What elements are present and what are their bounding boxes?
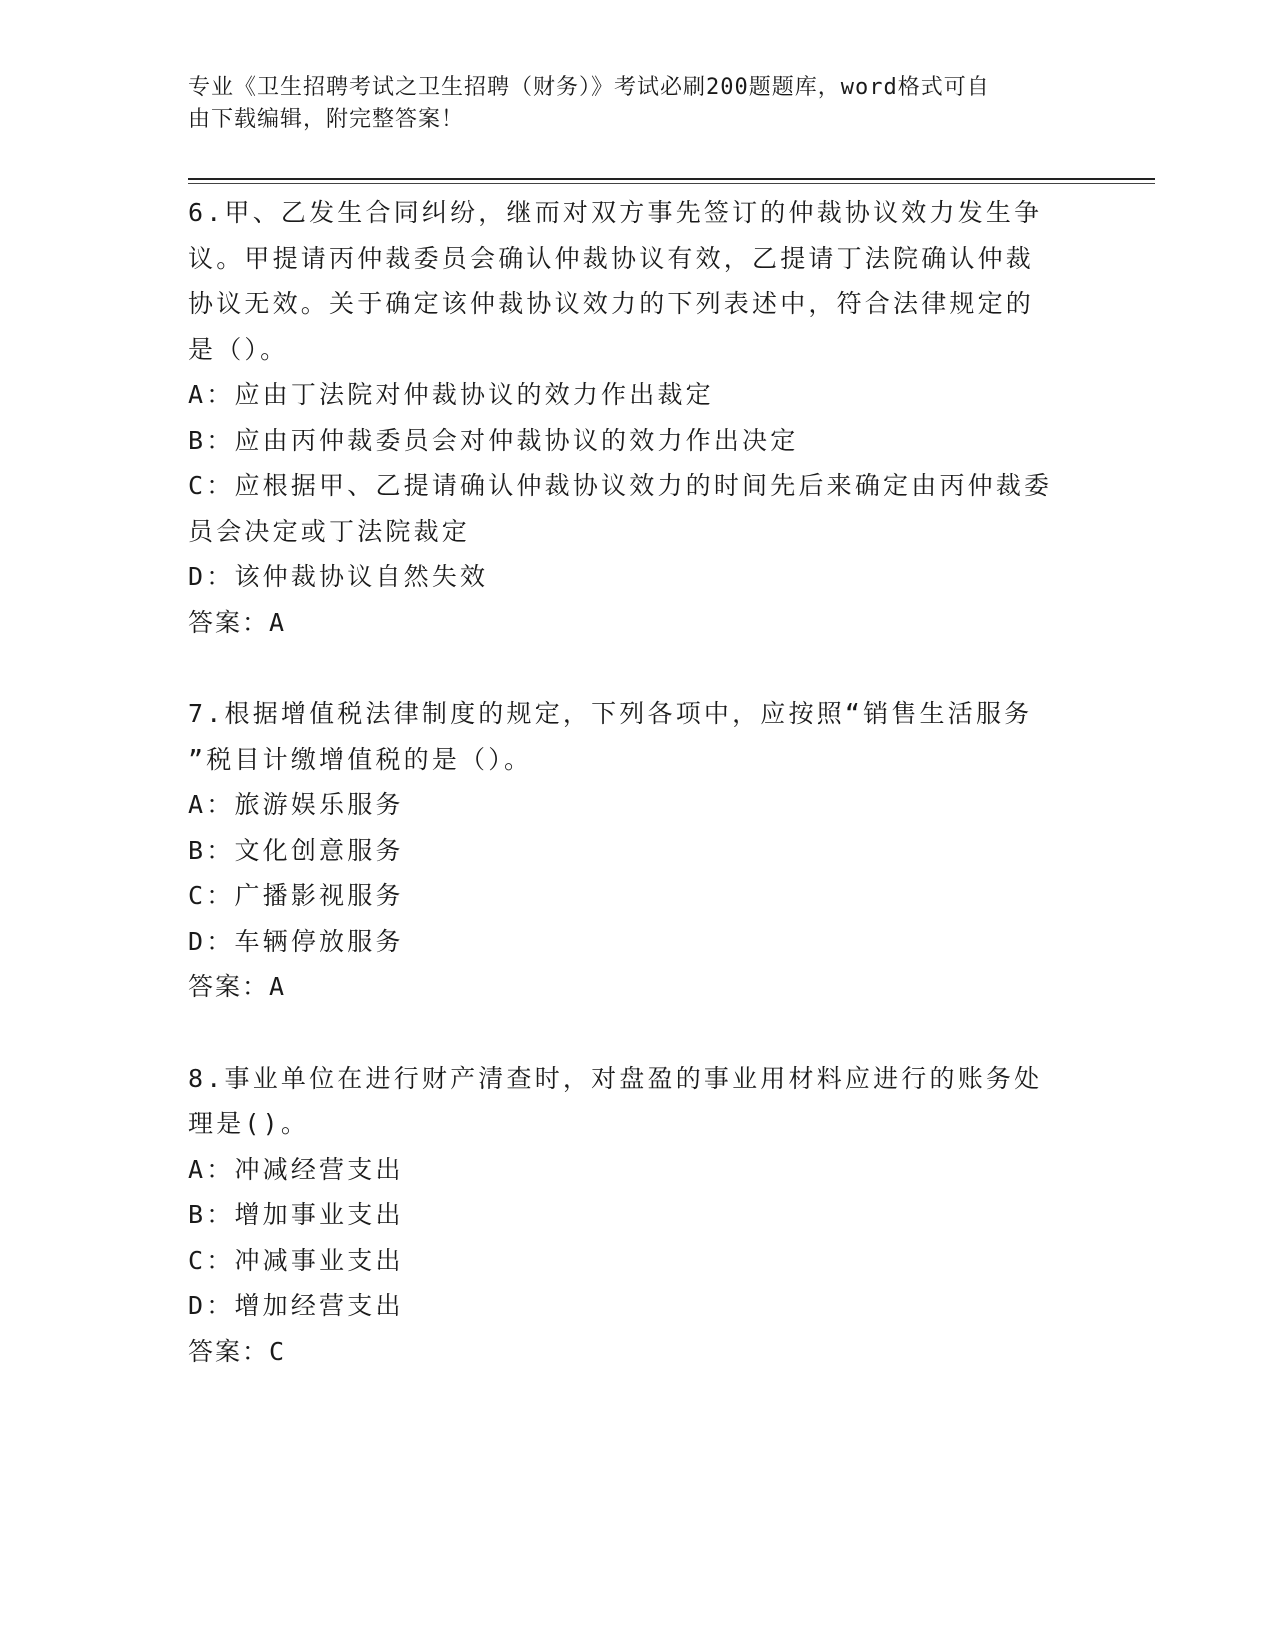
answer-label: 答案： xyxy=(188,972,270,1001)
answer-label: 答案： xyxy=(188,607,270,637)
question-stem-line: 是（）。 xyxy=(188,334,289,364)
option-c: C：广播影视服务 xyxy=(188,881,404,910)
question-stem-line: 8.事业单位在进行财产清查时，对盘盈的事业用材料应进行的账务处 xyxy=(188,1063,1043,1093)
document-header xyxy=(188,72,1068,136)
question-stem-line: 理是()。 xyxy=(188,1109,310,1138)
answer-label: 答案： xyxy=(188,1336,270,1366)
question-stem-line: ”税目计缴增值税的是（）。 xyxy=(188,744,533,774)
question-spacer xyxy=(188,1010,1088,1056)
option-d: D：车辆停放服务 xyxy=(188,926,404,956)
header-divider-thin xyxy=(188,183,1155,184)
option-d: D：该仲裁协议自然失效 xyxy=(188,562,489,591)
answer-line xyxy=(188,1329,1088,1375)
question-stem-line: 7.根据增值税法律制度的规定，下列各项中，应按照“销售生活服务 xyxy=(188,699,1033,728)
option-a: A：应由丁法院对仲裁协议的效力作出裁定 xyxy=(188,380,714,409)
option-b: B：应由丙仲裁委员会对仲裁协议的效力作出决定 xyxy=(188,425,799,455)
option-b: B：增加事业支出 xyxy=(188,1200,404,1229)
question-8 xyxy=(188,1056,1088,1375)
option-c: C：冲减事业支出 xyxy=(188,1245,404,1275)
answer-line xyxy=(188,600,1088,646)
option-a: A：冲减经营支出 xyxy=(188,1154,404,1184)
header-divider-thick xyxy=(188,178,1155,180)
question-7 xyxy=(188,691,1088,1010)
option-c: C：应根据甲、乙提请确认仲裁协议效力的时间先后来确定由丙仲裁委 xyxy=(188,471,1053,500)
header-line-1: 专业《卫生招聘考试之卫生招聘（财务）》考试必刷200题题库，word格式可自 xyxy=(188,75,990,100)
option-b: B：文化创意服务 xyxy=(188,835,404,865)
header-line-2: 由下载编辑，附完整答案！ xyxy=(188,107,465,132)
option-a: A：旅游娱乐服务 xyxy=(188,790,404,819)
answer-value: A xyxy=(269,972,287,1001)
question-stem-line: 6.甲、乙发生合同纠纷，继而对双方事先签订的仲裁协议效力发生争 xyxy=(188,198,1043,227)
question-6 xyxy=(188,190,1088,645)
option-c-continued: 员会决定或丁法院裁定 xyxy=(188,516,471,546)
question-stem-line: 协议无效。关于确定该仲裁协议效力的下列表述中，符合法律规定的 xyxy=(188,289,1035,318)
answer-value: A xyxy=(269,607,287,637)
question-spacer xyxy=(188,645,1088,691)
option-d: D：增加经营支出 xyxy=(188,1291,404,1320)
answer-line xyxy=(188,964,1088,1010)
answer-value: C xyxy=(269,1336,287,1366)
question-stem-line: 议。甲提请丙仲裁委员会确认仲裁协议有效，乙提请丁法院确认仲裁 xyxy=(188,243,1035,273)
question-list xyxy=(188,190,1088,1374)
